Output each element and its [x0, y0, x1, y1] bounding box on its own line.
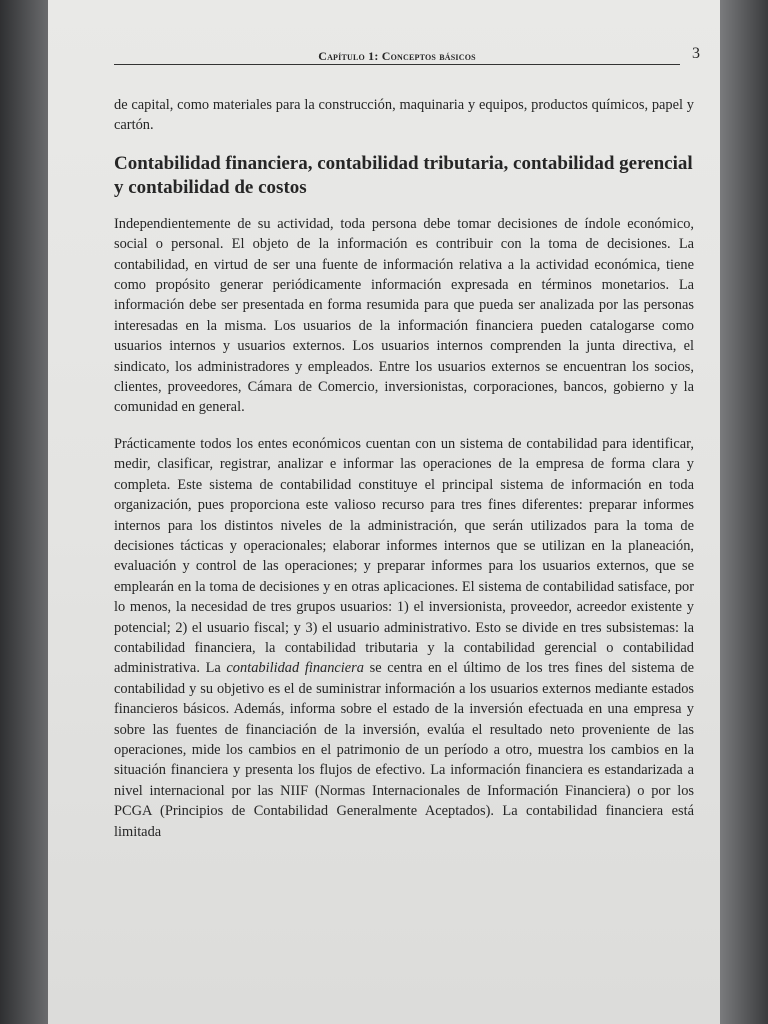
page-number: 3	[692, 45, 700, 62]
paragraph-2-text-b: se centra en el último de los tres fines del sistema de contabilidad y su objetivo es el de suministrar información a los usuarios externos mediante estados financieros básicos. Además, informa sobre el estado de la inversión efectuada en una empresa y sobre las fuentes de financiación de la inversión, evalúa el resultado neto proveniente de las operaciones, mide los cambios en el patrimonio de un período a otro, muestra los cambios en la situación financiera y presenta los flujos de efectivo. La información financiera es estandarizada a nivel internacional por las NIIF (Normas Internacionales de Información Financiera) o por los PCGA (Principios de Contabilidad Generalmente Aceptados). La contabilidad financiera está limitada	[114, 660, 695, 840]
background-left	[0, 0, 48, 1024]
book-page	[48, 0, 720, 1024]
paragraph-2	[114, 434, 694, 842]
paragraph-2-text-a: Prácticamente todos los entes económicos cuentan con un sistema de contabilidad para identificar, medir, clasificar, registrar, analizar e informar las operaciones de la empresa de forma clara y completa. Este sistema de contabilidad constituye el principal sistema de información en toda organización, pues proporciona este valioso recurso para tres fines diferentes: preparar informes internos para los distintos niveles de la administración, que serán utilizados para la toma de decisiones tácticas y operacionales; elaborar informes internos que se utilizan en la planeación, evaluación y control de las operaciones; y preparar informes para los usuarios externos, que se emplearán en la toma de decisiones y en otras aplicaciones. El sistema de contabilidad satisface, por lo menos, la necesidad de tres grupos usuarios: 1) el inversionista, proveedor, acreedor existente y potencial; 2) el usuario fiscal; y 3) el usuario administrativo. Esto se divide en tres subsistemas: la contabilidad financiera, la contabilidad tributaria y la contabilidad gerencial o contabilidad administrativa. La	[114, 435, 694, 677]
header-rule	[114, 64, 680, 65]
running-header	[114, 45, 700, 67]
intro-paragraph: de capital, como materiales para la construcción, maquinaria y equipos, productos químicos, papel y cartón.	[114, 97, 694, 134]
page-body	[114, 95, 694, 842]
section-heading: Contabilidad financiera, contabilidad tributaria, contabilidad gerencial y contabilidad de costos	[114, 152, 693, 198]
paragraph-1: Independientemente de su actividad, toda persona debe tomar decisiones de índole económico, social o personal. El objeto de la información es contribuir con la toma de decisiones. La contabilidad, en virtud de ser una fuente de información relativa a la actividad económica, tiene como propósito generar periódicamente información expresada en términos monetarios. La información debe ser presentada en forma resumida para que pueda ser analizada por las personas interesadas en la misma. Los usuarios de la información financiera pueden catalogarse como usuarios internos y usuarios externos. Los usuarios internos comprenden la junta directiva, el sindicato, los administradores y empleados. Entre los usuarios externos se encuentran los socios, clientes, proveedores, Cámara de Comercio, inversionistas, corporaciones, bancos, gobierno y la comunidad en general.	[114, 215, 694, 416]
chapter-title: Capítulo 1: Conceptos básicos	[318, 49, 476, 63]
background-right	[720, 0, 768, 1024]
paragraph-2-italic-term: contabilidad financiera	[226, 660, 364, 677]
